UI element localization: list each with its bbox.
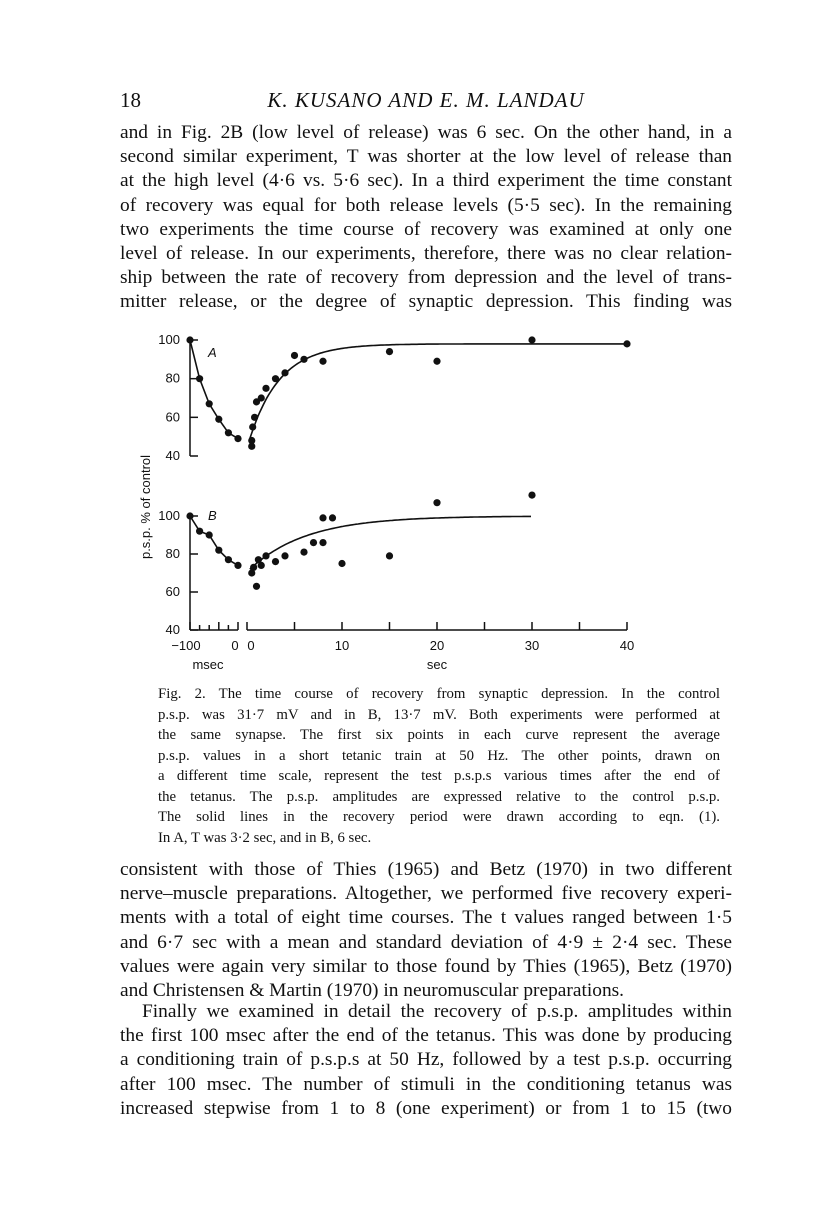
- y-axis-label: p.s.p. % of control: [138, 454, 153, 560]
- panel-b-fit-curve: [250, 516, 531, 569]
- panel-a-recovery-point: [319, 358, 326, 365]
- panel-a-recovery-point: [281, 369, 288, 376]
- panel-b-recovery-point: [262, 552, 269, 559]
- panel-a-tetanus-point: [186, 336, 193, 343]
- caption-line: The solid lines in the recovery period were drawn according to eqn. (1).: [158, 809, 720, 825]
- panel-b-y-tick-label: 60: [165, 584, 180, 599]
- text-line: increased stepwise from 1 to 8 (one experiment) or from 1 to 15 (two: [120, 1097, 732, 1119]
- x-tick-label-sec: 40: [619, 638, 635, 653]
- x-unit-msec: msec: [192, 657, 224, 672]
- x-tick-label-sec: 10: [334, 638, 350, 653]
- panel-b-recovery-point: [300, 549, 307, 556]
- panel-b-tetanus-point: [186, 512, 193, 519]
- panel-b-tetanus-point: [215, 547, 222, 554]
- text-line: level of release. In our experiments, therefore, there was no clear relation-: [120, 243, 732, 265]
- running-head: K. KUSANO AND E. M. LANDAU: [267, 88, 585, 112]
- panel-a-recovery-point: [386, 348, 393, 355]
- panel-b-tetanus-point: [206, 531, 213, 538]
- panel-a-recovery-point: [262, 385, 269, 392]
- panel-b-recovery-point: [338, 560, 345, 567]
- panel-b-recovery-point: [272, 558, 279, 565]
- figure-2-chart: [120, 322, 732, 684]
- panel-b-recovery-point: [310, 539, 317, 546]
- text-line: ship between the rate of recovery from depression and the level of trans-: [120, 267, 732, 289]
- caption-line: In A, T was 3·2 sec, and in B, 6 sec.: [158, 829, 372, 846]
- panel-b-recovery-point: [281, 552, 288, 559]
- panel-a-recovery-point: [249, 423, 256, 430]
- panel-a-recovery-point: [272, 375, 279, 382]
- caption-line: the same synapse. The first six points in each curve represent the average: [158, 727, 720, 743]
- panel-b-recovery-point: [250, 564, 257, 571]
- panel-b-recovery-point: [329, 514, 336, 521]
- panel-b-tetanus-point: [196, 528, 203, 535]
- body-paragraph-1: [120, 121, 732, 315]
- panel-a-y-tick-label: 60: [165, 409, 180, 425]
- panel-a-tetanus-point: [196, 375, 203, 382]
- caption-line: p.s.p. was 31·7 mV and in B, 13·7 mV. Both experiments were performed at: [158, 706, 720, 723]
- panel-a-recovery-point: [300, 356, 307, 363]
- text-line: at the high level (4·6 vs. 5·6 sec). In a third experiment the time constant: [120, 170, 732, 192]
- panel-b-y-tick-label: 80: [165, 546, 180, 561]
- text-line: the first 100 msec after the end of the tetanus. This was done by producing: [120, 1025, 732, 1047]
- panel-b-tetanus-point: [234, 562, 241, 569]
- panel-b-y-tick-label: 40: [165, 622, 180, 637]
- panel-b-recovery-point: [386, 552, 393, 559]
- text-line: and 6·7 sec with a mean and standard deviation of 4·9 ± 2·4 sec. These: [120, 931, 732, 953]
- panel-b-recovery-point: [528, 492, 535, 499]
- panel-b-recovery-point: [319, 514, 326, 521]
- panel-a-y-tick-label: 100: [158, 332, 180, 347]
- page-number: 18: [120, 88, 141, 112]
- caption-line: p.s.p. values in a short tetanic train at 50 Hz. The other points, drawn on: [158, 747, 720, 764]
- text-line: two experiments the time course of recovery was examined at only one: [120, 218, 732, 240]
- x-tick-label-msec: 0: [231, 638, 239, 653]
- text-line: and in Fig. 2B (low level of release) was 6 sec. On the other hand, in a: [120, 122, 732, 143]
- panel-a-tetanus-point: [234, 435, 241, 442]
- text-line: and Christensen & Martin (1970) in neuromuscular preparations.: [120, 980, 625, 1002]
- panel-b-recovery-point: [258, 562, 265, 569]
- x-tick-label-sec: 0: [247, 638, 255, 653]
- panel-a-y-tick-label: 40: [165, 448, 180, 463]
- figure-2: [120, 322, 732, 684]
- panel-a-recovery-point: [433, 358, 440, 365]
- panel-b-label: B: [208, 508, 217, 523]
- caption-line: a different time scale, represent the test p.s.p.s various times after the end of: [158, 768, 720, 784]
- panel-b-y-tick-label: 100: [158, 508, 180, 523]
- panel-a-recovery-point: [623, 340, 630, 347]
- panel-a-recovery-point: [251, 414, 258, 421]
- caption-line: Fig. 2. The time course of recovery from synaptic depression. In the control: [158, 686, 720, 702]
- text-line: ments with a total of eight time courses. The t values ranged between 1·5: [120, 907, 732, 929]
- text-line: second similar experiment, T was shorter at the low level of release than: [120, 146, 732, 168]
- text-line: nerve–muscle preparations. Altogether, we performed five recovery experi-: [120, 883, 732, 905]
- text-line: consistent with those of Thies (1965) and Betz (1970) in two different: [120, 859, 732, 880]
- x-tick-label-sec: 30: [524, 638, 540, 653]
- figure-caption: [158, 684, 720, 848]
- text-line: Finally we examined in detail the recovery of p.s.p. amplitudes within: [142, 1001, 732, 1022]
- body-paragraph-3: [120, 1000, 732, 1121]
- text-line: a conditioning train of p.s.p.s at 50 Hz, followed by a test p.s.p. occurring: [120, 1049, 732, 1071]
- panel-b-recovery-point: [433, 499, 440, 506]
- page-header: [120, 88, 732, 116]
- x-unit-sec: sec: [426, 657, 448, 672]
- text-line: of recovery was equal for both release levels (5·5 sec). In the remaining: [120, 194, 732, 216]
- panel-a-recovery-point: [291, 352, 298, 359]
- panel-a-recovery-point: [528, 336, 535, 343]
- panel-b-recovery-point: [253, 583, 260, 590]
- body-paragraph-2: [120, 858, 732, 1003]
- panel-a-tetanus-point: [225, 429, 232, 436]
- panel-a-tetanus-point: [215, 416, 222, 423]
- x-tick-label-sec: 20: [429, 638, 445, 653]
- panel-a-label: A: [208, 345, 217, 360]
- caption-line: the tetanus. The p.s.p. amplitudes are expressed relative to the control p.s.p.: [158, 788, 720, 805]
- panel-b-recovery-point: [319, 539, 326, 546]
- panel-a-recovery-point: [258, 394, 265, 401]
- panel-b-tetanus-point: [225, 556, 232, 563]
- text-line: after 100 msec. The number of stimuli in the conditioning tetanus was: [120, 1073, 732, 1095]
- text-line: mitter release, or the degree of synaptic depression. This finding was: [120, 291, 732, 313]
- panel-a-tetanus-point: [206, 400, 213, 407]
- text-line: values were again very similar to those found by Thies (1965), Betz (1970): [120, 955, 732, 977]
- panel-a-y-tick-label: 80: [165, 370, 180, 386]
- panel-a-recovery-point: [248, 437, 255, 444]
- x-tick-label-msec: −100: [171, 638, 201, 653]
